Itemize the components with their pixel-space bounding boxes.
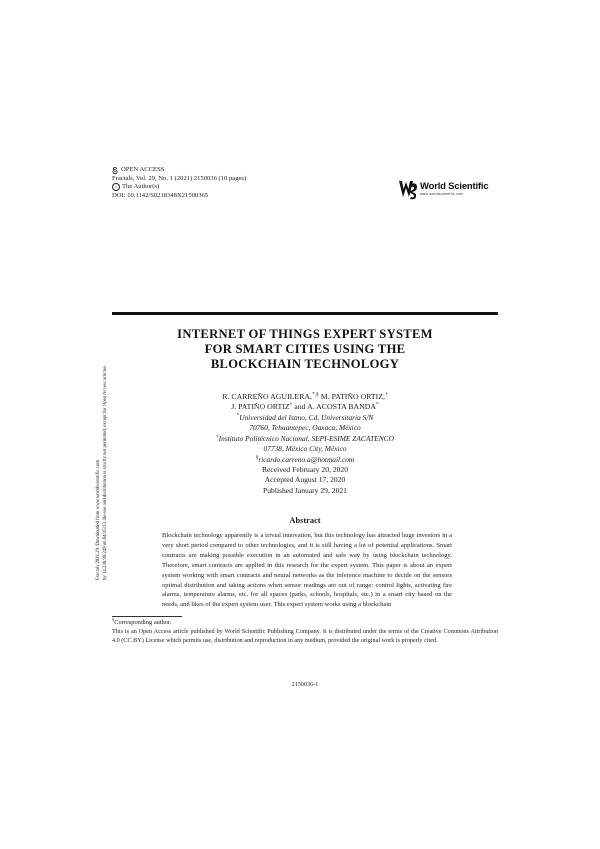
author-patino-m: M. PATIÑO ORTIZ, [318, 392, 385, 401]
copyright-line [112, 183, 332, 192]
footnote-rule [112, 616, 182, 617]
affiliation-2-line-1 [112, 434, 498, 444]
author-email-line [112, 455, 498, 465]
aff1-text: Universidad del Istmo, Cd. Universitaria S/N [239, 413, 374, 422]
sidenote-line-1: Fractals 2021.29. Downloaded from www.worldscientific.com [96, 459, 101, 580]
abstract-text: Blockchain technology apparently is a trivial innovation, but this technology has attracted huge investors in a very short period compared to other technologies, and it is still having a lot of potential applications. Smart contracts are making possible execution in an automated and safe way by using blockchain technology. Therefore, smart contracts are applied in this research for the expert system. This paper is about an expert system working with smart contracts and neural networks as the inference machine to decide on the sensors optimal distribution and taking actions when sensor readings are out of range: control lights, activating fire alarms, temperature alarms, etc. for all spaces (parks, schools, hospitals, etc.) in a smart city based on the needs, and likes of the expert system user. This expert system works using a blockchain [162, 532, 452, 609]
affiliation-2-line-2: 07738, México City, México [263, 444, 347, 454]
open-access-lock-icon [112, 167, 118, 174]
article-title [112, 327, 498, 373]
received-date: Received February 20, 2020 [261, 465, 349, 474]
aff2-mark: † [216, 433, 219, 440]
abstract-heading: Abstract [289, 516, 321, 525]
page-number: 2150036-1 [291, 681, 319, 688]
author-acosta-mark: * [376, 401, 379, 408]
author-list-row-2 [112, 402, 498, 412]
aff2-text: Instituto Politécnico Nacional, SEPI-ESIME ZACATENCO [218, 433, 394, 443]
title-rule [112, 312, 498, 315]
author-acosta: and A. ACOSTA BANDA [292, 402, 376, 411]
footnote-license: This is an Open Access article published by World Scientific Publishing Company. It is distributed under the terms of the Creative Commons Attribution 4.0 (CC BY) License which permits use, distribution and reproduction in any medium, provided the original work is properly cited. [112, 628, 498, 644]
title-line-1: INTERNET OF THINGS EXPERT SYSTEM [177, 327, 433, 341]
footnote-mark: § [112, 616, 115, 622]
footnote-corresponding-text: Corresponding author. [114, 619, 172, 626]
doi-link[interactable]: DOI: 10.1142/S0218348X21500365 [112, 191, 209, 199]
journal-meta [112, 166, 332, 200]
publisher-logo [398, 178, 498, 200]
author-carreno-marks: *,§ [311, 391, 319, 398]
authors-row-2 [112, 402, 498, 412]
title-line-3: BLOCKCHAIN TECHNOLOGY [210, 357, 400, 372]
world-scientific-logo-icon [398, 178, 418, 200]
published-date: Published January 29, 2021 [263, 485, 347, 495]
footnote-corresponding [112, 616, 498, 627]
sidenote-line-2: by 14.238.99.249 on 04/15/23. Re-use and distribution is strictly not permitted, except for Open Access articles. [102, 365, 108, 580]
author-patino-j: J. PATIÑO ORTIZ [231, 402, 290, 411]
email-mark: § [255, 454, 259, 461]
publication-dates [112, 465, 498, 496]
copyright-text: The Author(s) [122, 183, 160, 191]
author-list [112, 392, 498, 402]
author-carreno: R. CARREÑO AGUILERA, [222, 392, 312, 401]
accepted-date: Accepted August 17, 2020 [264, 475, 346, 485]
affiliation-1-line-1 [112, 413, 498, 423]
affiliations [112, 413, 498, 465]
affiliation-1-line-2: 70760, Tehuantepec, Oaxaca, México [249, 423, 361, 433]
publisher-name: World Scientific [420, 180, 489, 192]
copyright-icon: c [112, 183, 120, 191]
aff1-mark: * [236, 412, 240, 419]
author-email-link[interactable]: ricardo.carreno.a@hotmail.com [258, 454, 355, 464]
journal-citation: Fractals, Vol. 29, No. 1 (2021) 2150036 (10 pages) [112, 174, 247, 182]
publisher-url: www.worldscientific.com [420, 191, 464, 196]
author-patino-m-mark: † [384, 391, 388, 398]
open-access-row [112, 166, 332, 175]
open-access-label: OPEN ACCESS [121, 166, 165, 173]
authors-row-1 [112, 392, 498, 402]
title-line-2: FOR SMART CITIES USING THE [204, 342, 406, 357]
author-patino-j-mark: † [289, 401, 293, 408]
